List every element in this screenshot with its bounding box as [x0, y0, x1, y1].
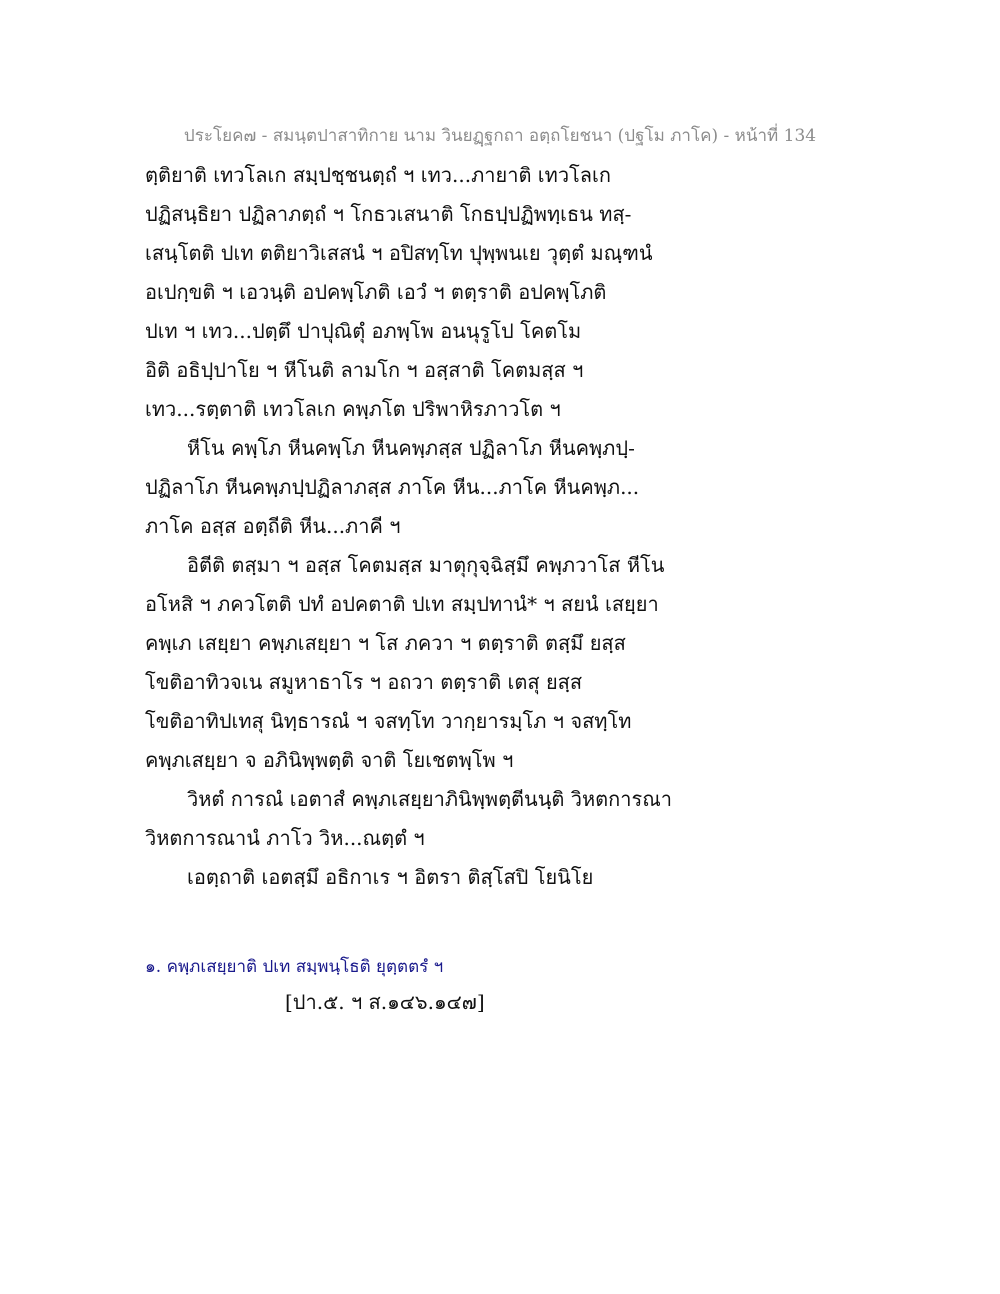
text-line: อิตีติ ตสฺมา ฯ อสฺส โคตมสฺส มาตุกุจฺฉิสฺมึ คพฺภวาโส หีโน — [187, 553, 665, 577]
text-line: อเปกฺขติ ฯ เอวนฺติ อปคพฺโภติ เอวํ ฯ ตตฺราติ อปคพฺโภติ — [145, 280, 607, 304]
text-line: อโหสิ ฯ ภควโตติ ปทํ อปคตาติ ปเท สมฺปทานํ* ฯ สยนํ เสยฺยา — [145, 592, 659, 616]
text-line: วิหตการณานํ ภาโว วิห...ณตฺตํ ฯ — [145, 826, 425, 850]
text-line: โขติอาทิปเทสุ นิทฺธารณํ ฯ จสทฺโท วากฺยารมฺโภ ฯ จสทฺโท — [145, 709, 632, 733]
text-line: หีโน คพฺโภ หีนคพฺโภ หีนคพฺภสฺส ปฏิลาโภ หีนคพฺภปฺ- — [187, 436, 635, 460]
text-line: โขติอาทิวจเน สมูหาธาโร ฯ อถวา ตตฺราติ เตสุ ยสฺส — [145, 670, 583, 694]
text-line: เสนฺโตติ ปเท ตติยาวิเสสนํ ฯ อปิสทฺโท ปุพฺพนเย วุตฺตํ มณฺฑนํ — [145, 241, 653, 265]
page-header: ประโยค๗ - สมนฺตปาสาทิกาย นาม วินยฏฺฐกถา อตฺถโยชนา (ปฐโม ภาโค) - หน้าที่ 134 — [183, 126, 817, 146]
source-reference: [ปา.๕. ฯ ส.๑๔๖.๑๔๗] — [285, 990, 485, 1014]
footnote: ๑. คพฺภเสยฺยาติ ปเท สมฺพนฺโธติ ยุตฺตตรํ ฯ — [145, 957, 444, 977]
main-text — [145, 156, 865, 897]
text-line: คพฺภเสยฺยา จ อภินิพฺพตฺติ จาติ โยเชตพฺโพ ฯ — [145, 748, 514, 772]
text-line: อิติ อธิปฺปาโย ฯ หีโนติ ลามโก ฯ อสฺสาติ โคตมสฺส ฯ — [145, 358, 584, 382]
text-line: ภาโค อสฺส อตฺถีติ หีน...ภาคี ฯ — [145, 514, 401, 538]
text-line: ปฏิลาโภ หีนคพฺภปฺปฏิลาภสฺส ภาโค หีน...ภาโค หีนคพฺภ... — [145, 475, 640, 499]
text-line: เอตฺถาติ เอตสฺมึ อธิกาเร ฯ อิตรา ติสฺโสปิ โยนิโย — [187, 865, 594, 889]
text-line: ปเท ฯ เทว...ปตฺตึ ปาปุณิตุํ อภพฺโพ อนนุรูโป โคตโม — [145, 319, 582, 343]
text-line: เทว...รตฺตาติ เทวโลเก คพฺภโต ปริพาหิรภาวโต ฯ — [145, 397, 561, 421]
text-line: ปฏิสนฺธิยา ปฏิลาภตฺถํ ฯ โกธวเสนาติ โกธปฺปฏิพทฺเธน ทสฺ- — [145, 202, 632, 226]
text-line: วิหตํ การณํ เอตาสํ คพฺภเสยฺยาภินิพฺพตฺตีนนฺติ วิหตการณา — [187, 787, 672, 811]
text-line: คพฺเภ เสยฺยา คพฺภเสยฺยา ฯ โส ภควา ฯ ตตฺราติ ตสฺมึ ยสฺส — [145, 631, 626, 655]
text-line: ตฺติยาติ เทวโลเก สมฺปชฺชนตฺถํ ฯ เทว...ภายาติ เทวโลเก — [145, 163, 611, 187]
